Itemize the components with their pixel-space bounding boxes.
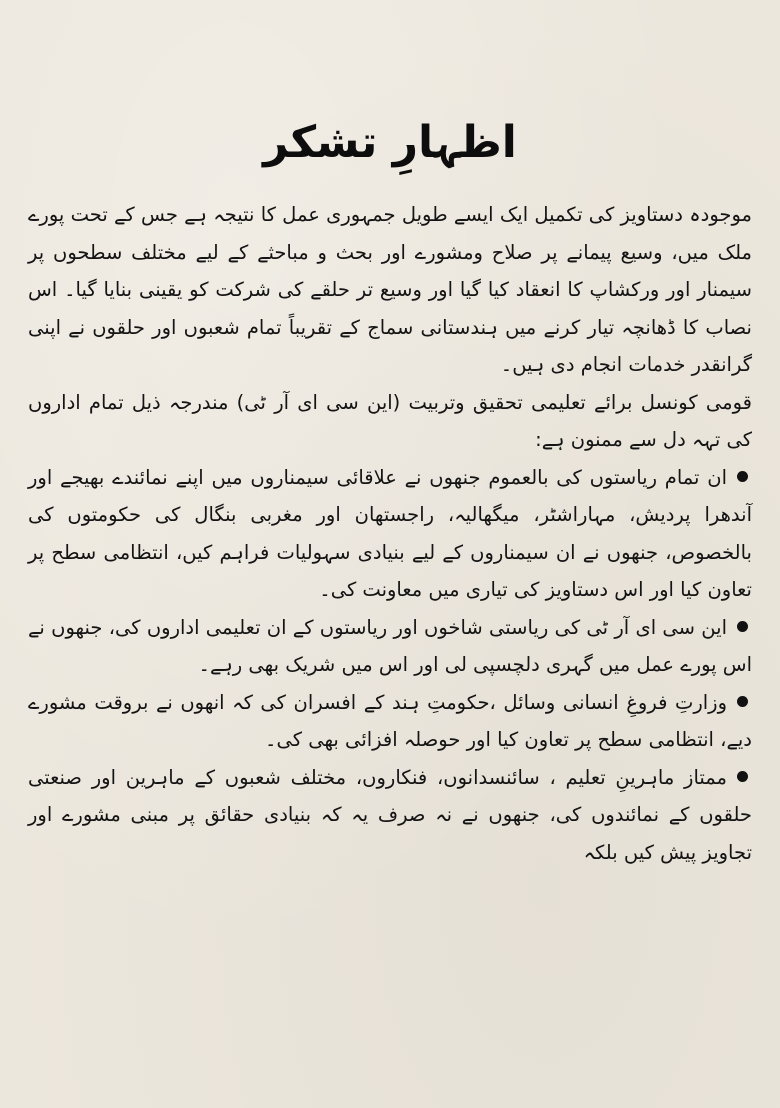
bullet-icon [737,621,748,632]
body-text [28,196,752,871]
bleed-through-texture [40,20,740,62]
bullet-item [28,459,752,609]
intro-paragraph: قومی کونسل برائے تعلیمی تحقیق وتربیت (این سی ای آر ٹی) مندرجہ ذیل تمام اداروں کی تہہ دل سے ممنون ہے: [28,390,752,451]
bullet-text: ممتاز ماہرینِ تعلیم ، سائنسدانوں، فنکاروں، مختلف شعبوں کے ماہرین اور صنعتی حلقوں کے نمائندوں کی، جنھوں نے نہ صرف یہ کہ بنیادی حقائق پر مبنی مشورے اور تجاویز پیش کیں بلکہ [28,765,752,864]
bullet-text: وزارتِ فروغِ انسانی وسائل ،حکومتِ ہند کے افسران کی کہ انھوں نے بروقت مشورے دیے، انتظامی سطح پر تعاون کیا اور حوصلہ افزائی بھی کی۔ [28,690,752,751]
bullet-item [28,609,752,684]
bullet-text: این سی ای آر ٹی کی ریاستی شاخوں اور ریاستوں کے ان تعلیمی اداروں کی، جنھوں نے اس پورے عمل میں گہری دلچسپی لی اور اس میں شریک بھی رہے۔ [28,615,752,676]
bullet-item [28,759,752,872]
bullet-icon [737,471,748,482]
intro-paragraph: موجودہ دستاویز کی تکمیل ایک ایسے طویل جمہوری عمل کا نتیجہ ہے جس کے تحت پورے ملک میں، وسیع پیمانے پر صلاح ومشورے اور بحث و مباحثے کے لیے مختلف سطحوں پر سیمنار اور ورکشاپ کا انعقاد کیا گیا اور وسیع تر حلقے کی شرکت کو یقینی بنایا گیا۔ اس نصاب کا ڈھانچہ تیار کرنے میں ہندستانی سماج کے تقریباً تمام شعبوں اور حلقوں نے اپنی گرانقدر خدمات انجام دی ہیں۔ [28,203,752,376]
bullet-icon [737,771,748,782]
bullet-item [28,684,752,759]
bullet-text: ان تمام ریاستوں کی بالعموم جنھوں نے علاقائی سیمناروں میں اپنے نمائندے بھیجے اور آندھرا پردیش، مہاراشٹر، میگھالیہ، راجستھان اور مغربی بنگال کی حکومتوں کی بالخصوص، جنھوں نے ان سیمناروں کے لیے بنیادی سہولیات فراہم کیں، انتظامی سطح پر تعاون کیا اور اس دستاویز کی تیاری میں معاونت کی۔ [28,465,752,601]
bullet-icon [737,696,748,707]
page-title: اظہارِ تشکر [263,117,517,169]
